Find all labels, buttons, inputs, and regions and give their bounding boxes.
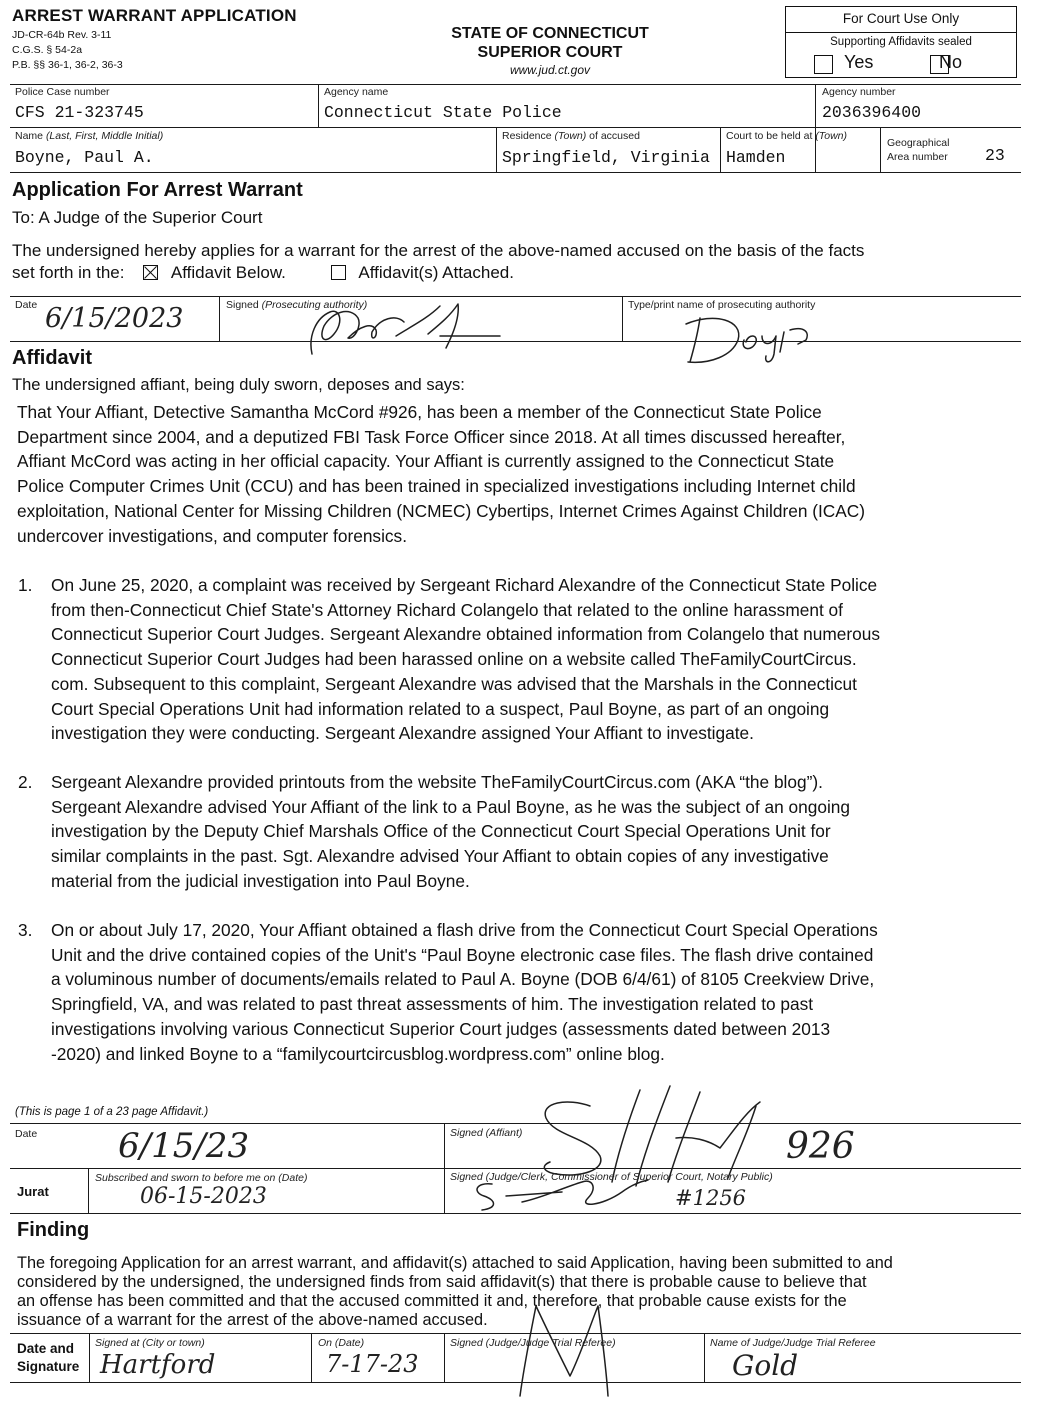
judge-signed-label: Signed (Judge/Judge Trial Referee): [450, 1337, 616, 1349]
court-website: www.jud.ct.gov: [509, 63, 591, 77]
affidavit-attached-checkbox[interactable]: [331, 265, 346, 280]
agency-name[interactable]: Connecticut State Police: [324, 103, 562, 122]
subscribed-label: Subscribed and sworn to before me on (Date): [95, 1172, 308, 1184]
statute-ref: C.G.S. § 54-2a: [12, 44, 83, 56]
court-use-title: For Court Use Only: [842, 11, 960, 26]
grid-line: [815, 84, 816, 172]
affidavit-heading: Affidavit: [12, 347, 92, 369]
affidavit-below-label: Affidavit Below.: [170, 263, 286, 282]
finding-line: an offense has been committed and that the accused committed it and, therefore, that probable cause exists for the: [17, 1292, 847, 1310]
signed-at-label: Signed at (City or town): [95, 1337, 205, 1349]
grid-line: [88, 1168, 89, 1213]
grid-line: [311, 1333, 312, 1382]
item-number: 3.: [18, 920, 33, 940]
prosecutor-signed-label: Signed (Prosecuting authority): [226, 299, 368, 311]
affidavit-attached-label: Affidavit(s) Attached.: [358, 263, 514, 282]
grid-line: [704, 1333, 705, 1382]
form-code: JD-CR-64b Rev. 3-11: [12, 29, 112, 41]
affidavit-intro: The undersigned affiant, being duly sworn, deposes and says:: [12, 376, 465, 394]
agency-number-label: Agency number: [822, 86, 896, 98]
page-note: (This is page 1 of a 23 page Affidavit.): [15, 1106, 209, 1118]
item-line: material from the judicial investigation into Paul Boyne.: [51, 870, 470, 891]
police-case-label: Police Case number: [15, 86, 110, 98]
affiant-badge-number: 926: [786, 1126, 855, 1167]
grid-line: [10, 1123, 1021, 1124]
affidavit-line: Department since 2004, and a deputized FBI Task Force Officer since 2018. At all times discussed hereafter,: [17, 426, 846, 447]
grid-line: [318, 84, 319, 127]
signed-at-town[interactable]: Hartford: [100, 1350, 216, 1380]
grid-line: [880, 127, 881, 172]
affidavit-line: Affiant McCord was acting in her official capacity. Your Affiant is currently assigned to the Connecticut State: [17, 451, 835, 472]
date-signature-label: Date and Signature: [17, 1341, 80, 1374]
finding-text: [17, 1254, 893, 1330]
grid-line: [444, 1333, 445, 1382]
practice-book-ref: P.B. §§ 36-1, 36-2, 36-3: [12, 59, 123, 71]
agency-name-label: Agency name: [324, 86, 389, 98]
official-id: #1256: [675, 1186, 747, 1210]
finding-line: issuance of a warrant for the arrest of the above-named accused.: [17, 1311, 488, 1329]
geo-area-label-1: Geographical: [887, 137, 950, 149]
item-line: similar complaints in the past. Sgt. Alexandre advised Your Affiant to obtain copies of any investigative: [51, 846, 829, 867]
item-line: -2020) and linked Boyne to a “familycourtcircusblog.wordpress.com” online blog.: [51, 1043, 665, 1064]
judge-name[interactable]: Gold: [732, 1349, 799, 1382]
affidavit-item-3: [51, 918, 1031, 1066]
affidavit-line: exploitation, National Center for Missing Children (NCMEC) Cybertips, Internet Crimes Against Children (ICAC): [17, 500, 866, 521]
affiant-date-label: Date: [15, 1128, 38, 1140]
affidavits-sealed-label: Supporting Affidavits sealed: [830, 36, 972, 48]
grid-line: [496, 127, 497, 172]
affidavit-item-1: [51, 573, 1031, 746]
item-line: Unit and the drive contained copies of the Unit's “Paul Boyne electronic case files. The flash drive contained: [51, 944, 874, 965]
item-line: Connecticut Superior Court Judges had been harassed online on a website called TheFamilyCourtCircus.: [51, 649, 857, 670]
affidavit-line: undercover investigations, and computer forensics.: [17, 525, 407, 546]
accused-name[interactable]: Boyne, Paul A.: [15, 148, 154, 167]
judge-signature[interactable]: [480, 1286, 640, 1406]
grid-line: [444, 1123, 445, 1213]
item-line: On June 25, 2020, a complaint was received by Sergeant Richard Alexandre of the Connecticut State Police: [51, 575, 878, 595]
item-line: investigations involving various Connecticut Superior Court judges (assessments dated between 2013: [51, 1018, 831, 1039]
official-signed-label: Signed (Judge/Clerk, Commissioner of Superior Court, Notary Public): [450, 1171, 773, 1183]
geo-area-number[interactable]: 23: [985, 146, 1005, 165]
application-body-line-1: The undersigned hereby applies for a warrant for the arrest of the above-named accused on the basis of the facts: [12, 241, 865, 260]
application-body-line-2: set forth in the: Affidavit Below. Affidavit(s) Attached.: [12, 263, 514, 282]
prosecutor-signature[interactable]: [300, 296, 520, 366]
grid-line: [720, 127, 721, 172]
judge-name-label: Name of Judge/Judge Trial Referee: [710, 1337, 876, 1349]
finding-line: The foregoing Application for an arrest warrant, and affidavit(s) attached to said Application, having been submitted to and: [17, 1254, 893, 1272]
item-line: Court Special Operations Unit had information related to a suspect, Paul Boyne, as part of an ongoing: [51, 698, 830, 719]
application-addressee: To: A Judge of the Superior Court: [12, 208, 263, 227]
agency-number[interactable]: 2036396400: [822, 103, 922, 122]
court-town[interactable]: Hamden: [726, 148, 786, 167]
affiant-signed-label: Signed (Affiant): [450, 1127, 523, 1139]
court-town-label: Court to be held at (Town): [726, 130, 848, 142]
item-line: from then-Connecticut Chief State's Attorney Richard Colangelo that related to the online harassment of: [51, 599, 843, 620]
affidavit-line: That Your Affiant, Detective Samantha McCord #926, has been a member of the Connecticut State Police: [17, 402, 822, 422]
affidavit-opening-paragraph: [17, 400, 1027, 548]
sealed-yes-label: Yes: [844, 52, 874, 72]
grid-line: [10, 172, 1021, 173]
prosecutor-name-handwritten[interactable]: [680, 310, 830, 370]
sealed-yes-checkbox[interactable]: [814, 55, 833, 74]
affidavit-item-2: [51, 770, 1031, 894]
application-date-label: Date: [15, 299, 38, 311]
finding-heading: Finding: [17, 1219, 90, 1241]
jurat-label: Jurat: [17, 1184, 49, 1199]
grid-line: [219, 296, 220, 341]
court-use-divider: [786, 32, 1016, 33]
police-case-number[interactable]: CFS 21-323745: [15, 103, 144, 122]
item-line: Connecticut Superior Court Judges. Sergeant Alexandre obtained information from Colangelo that numerous: [51, 624, 881, 645]
affiant-date[interactable]: 6/15/23: [118, 1126, 250, 1166]
item-line: Springfield, VA, and was related to past threat assessments of him. The investigation related to past: [51, 994, 814, 1015]
residence-label: Residence (Town) of accused: [502, 130, 640, 142]
item-line: com. Subsequent to this complaint, Sergeant Alexandre was advised that the Marshals in the Connecticut: [51, 673, 857, 694]
affidavit-line: Police Computer Crimes Unit (CCU) and has been trained in specialized investigations including Internet child: [17, 476, 856, 497]
grid-line: [89, 1333, 90, 1382]
form-title: ARREST WARRANT APPLICATION: [12, 6, 297, 25]
sealed-no-label: No: [939, 52, 963, 72]
finding-line: considered by the undersigned, the undersigned finds from said affidavit(s) that there is probable cause to believe that: [17, 1273, 867, 1291]
on-date-label: On (Date): [318, 1337, 365, 1349]
affidavit-below-checkbox[interactable]: [143, 265, 158, 280]
official-signature[interactable]: [462, 1168, 702, 1218]
court-use-box: [785, 6, 1017, 78]
item-line: On or about July 17, 2020, Your Affiant obtained a flash drive from the Connecticut Court Special Operations: [51, 920, 878, 940]
finding-date[interactable]: 7-17-23: [326, 1350, 419, 1378]
prosecutor-name-label: Type/print name of prosecuting authority: [628, 299, 816, 311]
application-date[interactable]: 6/15/2023: [45, 303, 184, 334]
grid-line: [10, 84, 1021, 85]
grid-line: [622, 296, 623, 341]
item-number: 2.: [18, 772, 33, 792]
item-line: investigation they were conducting. Sergeant Alexandre assigned Your Affiant to investigate.: [51, 723, 754, 744]
grid-line: [10, 127, 1021, 128]
item-line: Sergeant Alexandre advised Your Affiant of the link to a Paul Boyne, as he was the subject of an ongoing: [51, 796, 851, 817]
accused-residence[interactable]: Springfield, Virginia: [502, 148, 710, 167]
item-line: investigation by the Deputy Chief Marshals Office of the Connecticut Court Special Operations Unit for: [51, 821, 831, 842]
name-label: Name (Last, First, Middle Initial): [15, 130, 164, 142]
item-number: 1.: [18, 575, 33, 595]
subscribed-date[interactable]: 06-15-2023: [140, 1184, 267, 1209]
state-heading: STATE OF CONNECTICUT: [451, 25, 649, 42]
court-heading: SUPERIOR COURT: [477, 44, 623, 61]
geo-area-label-2: Area number: [887, 151, 948, 163]
application-heading: Application For Arrest Warrant: [12, 179, 303, 201]
item-line: Sergeant Alexandre provided printouts from the website TheFamilyCourtCircus.com (AKA “the blog”).: [51, 772, 823, 792]
item-line: a voluminous number of documents/emails related to Paul A. Boyne (DOB 6/4/61) of 8105 Creekview Drive,: [51, 969, 875, 990]
